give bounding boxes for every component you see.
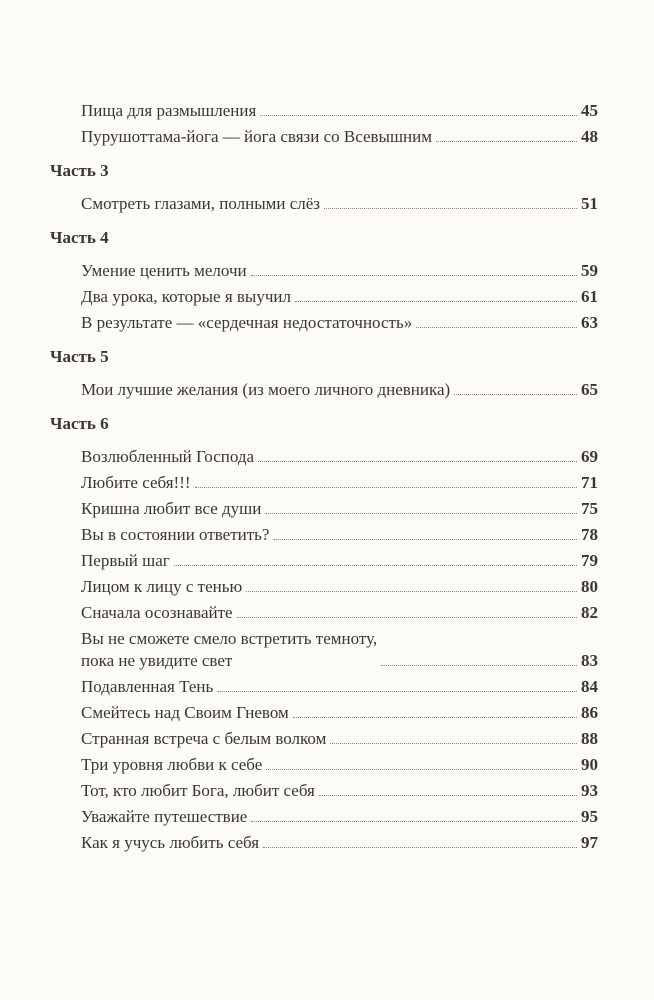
toc-entry-page-number: 45 [581, 101, 598, 120]
section-heading: Часть 5 [50, 347, 109, 366]
toc-entry-page-number: 84 [581, 677, 598, 696]
toc-entry-page-number: 61 [581, 287, 598, 306]
leader-dots [454, 394, 577, 395]
toc-entry[interactable] [50, 602, 598, 624]
toc-entry-title: Вы в состоянии ответить? [81, 525, 270, 544]
leader-dots [416, 327, 577, 328]
table-of-contents [50, 100, 598, 864]
toc-entry[interactable] [50, 628, 598, 672]
section-heading: Часть 6 [50, 414, 109, 433]
toc-entry-title: Три уровня любви к себе [81, 755, 263, 774]
toc-entry-title: Сначала осознавайте [81, 603, 233, 622]
toc-entry[interactable] [50, 754, 598, 776]
toc-entry-page-number: 63 [581, 313, 598, 332]
toc-section [50, 413, 598, 854]
toc-entry-title: В результате — «сердечная недостаточность» [81, 313, 413, 332]
toc-entry[interactable] [50, 806, 598, 828]
toc-entry-title: Тот, кто любит Бога, любит себя [81, 781, 315, 800]
toc-entry-title: Вы не сможете смело встретить темноту, пока не увидите свет [81, 629, 378, 670]
leader-dots [273, 539, 577, 540]
toc-entry-page-number: 79 [581, 551, 598, 570]
leader-dots [324, 208, 577, 209]
toc-entry[interactable] [50, 524, 598, 546]
toc-entry[interactable] [50, 379, 598, 401]
leader-dots [293, 717, 577, 718]
toc-entry-page-number: 97 [581, 833, 598, 852]
toc-section [50, 100, 598, 148]
toc-entry[interactable] [50, 728, 598, 750]
toc-entry-title: Умение ценить мелочи [81, 261, 247, 280]
toc-entry-title: Мои лучшие желания (из моего личного дневника) [81, 380, 451, 399]
leader-dots [195, 487, 577, 488]
toc-entry-title: Два урока, которые я выучил [81, 287, 291, 306]
section-heading: Часть 3 [50, 161, 109, 180]
toc-entry-page-number: 51 [581, 194, 598, 213]
toc-entry-page-number: 88 [581, 729, 598, 748]
toc-entry[interactable] [50, 780, 598, 802]
toc-entry[interactable] [50, 472, 598, 494]
toc-entry-title: Первый шаг [81, 551, 170, 570]
toc-entry-page-number: 82 [581, 603, 598, 622]
toc-entry-page-number: 59 [581, 261, 598, 280]
toc-entry-title: Уважайте путешествие [81, 807, 248, 826]
toc-entry-page-number: 69 [581, 447, 598, 466]
toc-entry-page-number: 65 [581, 380, 598, 399]
toc-section [50, 227, 598, 334]
toc-entry[interactable] [50, 126, 598, 148]
toc-entry-title: Лицом к лицу с тенью [81, 577, 243, 596]
leader-dots [436, 141, 577, 142]
toc-entry[interactable] [50, 446, 598, 468]
toc-entry-title: Смотреть глазами, полными слёз [81, 194, 321, 213]
toc-entry-page-number: 71 [581, 473, 598, 492]
leader-dots [217, 691, 577, 692]
toc-entry-title: Пища для размышления [81, 101, 257, 120]
toc-entry[interactable] [50, 676, 598, 698]
leader-dots [319, 795, 577, 796]
toc-entry-page-number: 90 [581, 755, 598, 774]
section-heading: Часть 4 [50, 228, 109, 247]
leader-dots [263, 847, 577, 848]
toc-section [50, 346, 598, 401]
leader-dots [260, 115, 577, 116]
toc-entry-page-number: 78 [581, 525, 598, 544]
toc-entry-page-number: 75 [581, 499, 598, 518]
toc-entry-title: Возлюбленный Господа [81, 447, 255, 466]
toc-entry-title: Как я учусь любить себя [81, 833, 260, 852]
toc-entry-title: Пурушоттама-йога — йога связи со Всевышним [81, 127, 433, 146]
toc-entry[interactable] [50, 498, 598, 520]
leader-dots [251, 275, 577, 276]
toc-entry-title: Странная встреча с белым волком [81, 729, 327, 748]
leader-dots [251, 821, 577, 822]
leader-dots [295, 301, 577, 302]
leader-dots [237, 617, 577, 618]
toc-entry-title: Кришна любит все души [81, 499, 262, 518]
leader-dots [265, 513, 577, 514]
toc-entry-page-number: 95 [581, 807, 598, 826]
toc-entry[interactable] [50, 100, 598, 122]
leader-dots [266, 769, 577, 770]
toc-entry-title: Подавленная Тень [81, 677, 214, 696]
toc-entry-page-number: 86 [581, 703, 598, 722]
toc-entry-title: Любите себя!!! [81, 473, 191, 492]
toc-entry[interactable] [50, 286, 598, 308]
toc-entry[interactable] [50, 550, 598, 572]
toc-entry-page-number: 93 [581, 781, 598, 800]
toc-entry[interactable] [50, 193, 598, 215]
toc-entry[interactable] [50, 576, 598, 598]
toc-entry[interactable] [50, 832, 598, 854]
leader-dots [330, 743, 577, 744]
toc-entry-page-number: 48 [581, 127, 598, 146]
toc-entry-page-number: 83 [581, 651, 598, 670]
leader-dots [174, 565, 577, 566]
toc-entry[interactable] [50, 702, 598, 724]
toc-section [50, 160, 598, 215]
leader-dots [258, 461, 577, 462]
leader-dots [381, 665, 577, 666]
toc-entry-title: Смейтесь над Своим Гневом [81, 703, 289, 722]
leader-dots [246, 591, 577, 592]
toc-entry-page-number: 80 [581, 577, 598, 596]
toc-entry[interactable] [50, 312, 598, 334]
toc-entry[interactable] [50, 260, 598, 282]
